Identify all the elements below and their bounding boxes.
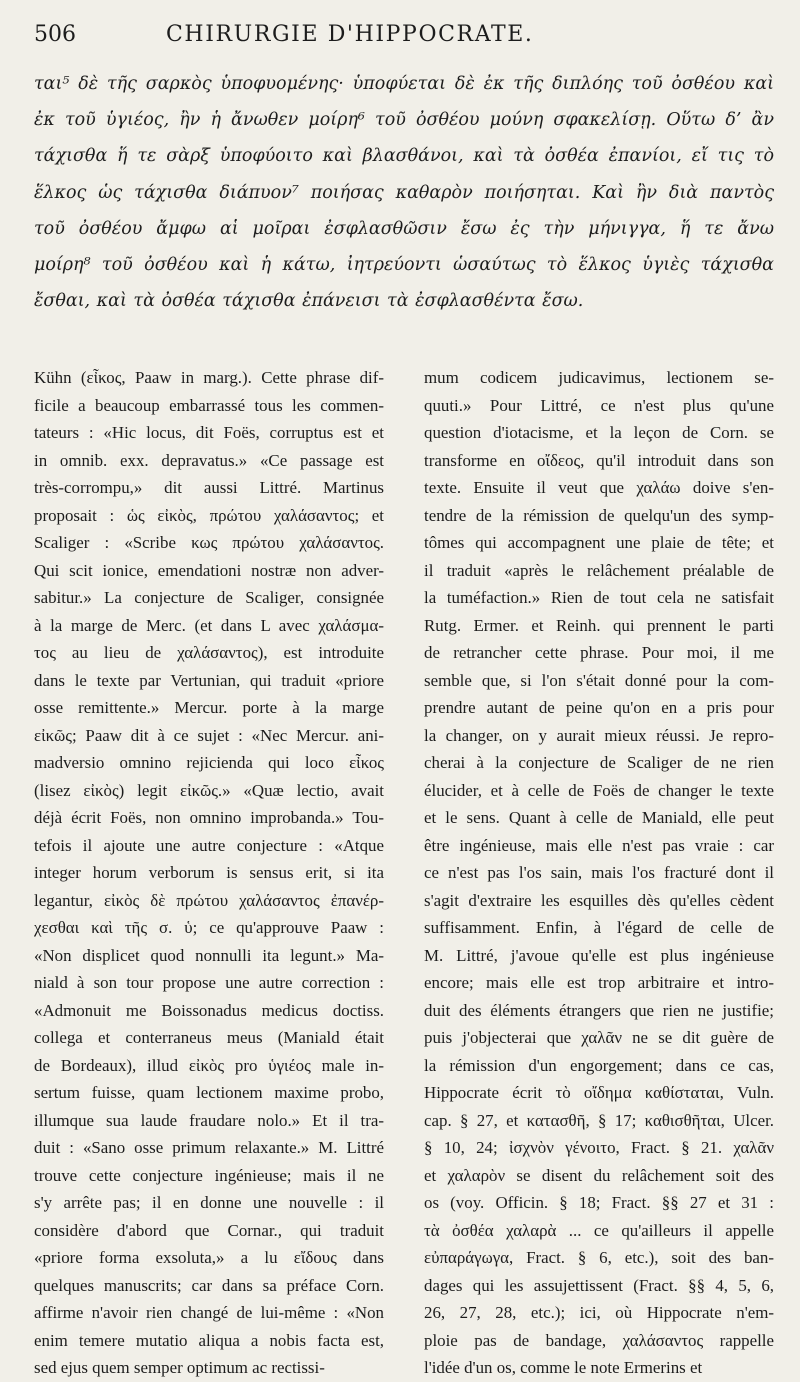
right-column-line: quuti.» Pour Littré, ce n'est plus qu'une <box>424 395 774 415</box>
right-column-line: ce n'est pas l'os sain, mais l'os fracturé dont il <box>424 863 774 882</box>
right-column-line: l'idée d'un os, comme le note Ermerins et <box>424 1358 703 1377</box>
running-title: CHIRURGIE D'HIPPOCRATE. <box>166 22 534 47</box>
right-column-line: Hippocrate écrit τὸ οἴδημα καθίσταται, Vuln. <box>424 1083 774 1102</box>
left-column <box>34 364 384 1382</box>
right-column-line: de retrancher cette phrase. Pour moi, il me <box>424 643 774 662</box>
greek-text-line: τάχισθα ἥ τε σὰρξ ὑποφύοιτο καὶ βλασθάνοι, καὶ τὰ ὀσθέα ἐπανίοι, εἴ τις τὸ <box>34 146 774 167</box>
left-column-line: très-corrompu,» dit aussi Littré. Martinus <box>34 478 384 497</box>
left-column-line: sed ejus quem semper optimum ac rectissi- <box>34 1358 325 1377</box>
right-column-line: tendre de la rémission de quelqu'un des symp- <box>424 505 774 525</box>
left-column-line: madversio omnino rejicienda qui loco εἶκος <box>34 753 384 772</box>
left-column-line: Scaliger : «Scribe κως πρώτου χαλάσαντος. <box>34 533 384 552</box>
left-column-line: s'y arrête pas; il en donne une nouvelle : il <box>34 1193 384 1212</box>
left-column-line: déjà écrit Foës, non omnino improbanda.» Tou- <box>34 808 384 827</box>
left-column-line: Kühn (εἶκος, Paaw in marg.). Cette phrase dif- <box>34 368 384 387</box>
greek-text-block <box>34 66 774 319</box>
left-column-line: niald à son tour propose une autre correction : <box>34 973 384 992</box>
left-column-line: χεσθαι καὶ τῆς σ. ὑ; ce qu'approuve Paaw : <box>34 918 384 937</box>
left-column-line: sertum fuisse, quam lectionem maxime probo, <box>34 1083 384 1102</box>
right-column-line: mum codicem judicavimus, lectionem se- <box>424 368 774 387</box>
left-column-line: enim temere mutatio aliqua a nobis facta est, <box>34 1330 384 1350</box>
left-column-line: duit : «Sano osse primum relaxante.» M. Littré <box>34 1138 384 1157</box>
right-column-line: εὐπαράγωγα, Fract. § 6, etc.), soit des ban- <box>424 1248 774 1267</box>
left-column-line: «priore forma exsoluta,» a lu εἴδους dans <box>34 1248 384 1267</box>
left-column-line: «Non displicet quod nonnulli ita legunt.» Ma- <box>34 945 384 965</box>
left-column-line: (lisez εἰκὸς) legit εἰκῶς.» «Quæ lectio, avait <box>34 780 384 800</box>
greek-text-line: ἔσθαι, καὶ τὰ ὀσθέα τάχισθα ἐπάνεισι τὰ ἐσφλασθέντα ἔσω. <box>34 291 584 312</box>
left-column-line: quelques manuscrits; car dans sa préface Corn. <box>34 1275 384 1295</box>
left-column-line: tateurs : «Hic locus, dit Foës, corruptus est et <box>34 423 384 442</box>
right-column-line: ploie pas de bandage, χαλάσαντος rappelle <box>424 1330 774 1350</box>
left-column-line: osse remittente.» Mercur. porte à la marge <box>34 698 384 717</box>
left-column-line: «Admonuit me Boissonadus medicus doctiss. <box>34 1000 384 1020</box>
greek-text-line: ἐκ τοῦ ὑγιέος, ἢν ἡ ἄνωθεν μοίρη⁶ τοῦ ὀσθέου μούνη σφακελίσῃ. Οὕτω δ’ ἂν <box>34 110 774 131</box>
right-column-line: semble que, si l'on s'était donné pour la com- <box>424 670 774 690</box>
left-column-line: considère d'abord que Cornar., qui traduit <box>34 1220 384 1240</box>
right-column-line: la changer, on y aurait mieux réussi. Je repro- <box>424 725 774 745</box>
greek-text-line: ἕλκος ὡς τάχισθα διάπυον⁷ ποιήσας καθαρὸν ποιήσηται. Καὶ ἢν διὰ παντὸς <box>34 182 774 203</box>
left-column-line: sabitur.» La conjecture de Scaliger, consignée <box>34 588 384 607</box>
left-column-line: trouve cette conjecture ingénieuse; mais il ne <box>34 1165 384 1185</box>
right-column-line: suffisamment. Enfin, à l'égard de celle de <box>424 918 774 937</box>
right-column-line: s'agit d'extraire les esquilles dès qu'elles cèdent <box>424 890 774 910</box>
left-column-line: à la marge de Merc. (et dans L avec χαλάσμα- <box>34 615 384 635</box>
right-column-line: texte. Ensuite il veut que χαλάω doive s'en- <box>424 478 774 497</box>
page-header <box>34 22 774 66</box>
left-column-line: affirme n'avoir rien changé de lui-même : «Non <box>34 1303 384 1322</box>
right-column-line: duit des éléments étrangers que rien ne justifie; <box>424 1000 774 1020</box>
greek-text-line: μοίρη⁸ τοῦ ὀσθέου καὶ ἡ κάτω, ἰητρεύοντι ὡσαύτως τὸ ἕλκος ὑγιὲς τάχισθα <box>34 255 774 276</box>
right-column-line: élucider, et à celle de Foës de changer le texte <box>424 780 774 800</box>
right-column <box>424 364 774 1382</box>
left-column-line: illumque sua laude fraudare nolo.» Et il tra- <box>34 1110 384 1130</box>
left-column-line: ficile a beaucoup embarrassé tous les commen- <box>34 395 384 415</box>
right-column-line: transforme en οἴδεος, qu'il introduit dans son <box>424 450 774 470</box>
left-column-line: de Bordeaux), illud εἰκὸς pro ὑγιέος male in- <box>34 1055 384 1075</box>
commentary-columns <box>34 364 774 1382</box>
left-column-line: legantur, εἰκὸς δὲ πρώτου χαλάσαντος ἐπανέρ- <box>34 890 384 910</box>
greek-text-line: ται⁵ δὲ τῆς σαρκὸς ὑποφυομένης· ὑποφύεται δὲ ἐκ τῆς διπλόης τοῦ ὀσθέου καὶ <box>34 74 774 94</box>
right-column-line: Rutg. Ermer. et Reinh. qui prennent le parti <box>424 615 774 635</box>
right-column-line: cap. § 27, et κατασθῆ, § 17; καθισθῆται, Ulcer. <box>424 1110 774 1130</box>
right-column-line: et le sens. Quant à celle de Maniald, elle peut <box>424 808 774 827</box>
right-column-line: question d'iotacisme, et la leçon de Corn. se <box>424 423 774 442</box>
left-column-line: εἰκῶς; Paaw dit à ce sujet : «Nec Mercur. ani- <box>34 725 384 745</box>
right-column-line: § 10, 24; ἰσχνὸν γένοιτο, Fract. § 21. χαλᾶν <box>424 1138 774 1157</box>
right-column-line: cherai à la conjecture de Scaliger de ne rien <box>424 753 774 772</box>
right-column-line: tômes qui accompagnent une plaie de tête; et <box>424 533 774 552</box>
right-column-line: M. Littré, j'avoue qu'elle est plus ingénieuse <box>424 945 774 965</box>
right-column-line: prendre autant de peine qu'on en a pris pour <box>424 698 774 717</box>
left-column-line: integer horum verborum is sensus erit, si ita <box>34 863 384 882</box>
right-column-line: la tuméfaction.» Rien de tout cela ne satisfait <box>424 588 774 607</box>
right-column-line: puis j'objecterai que χαλᾶν ne se dit guère de <box>424 1028 774 1047</box>
left-column-line: τος au lieu de χαλάσαντος), est introduite <box>34 643 384 662</box>
right-column-line: 26, 27, 28, etc.); ici, où Hippocrate n'em- <box>424 1303 774 1322</box>
left-column-line: collega et conterraneus meus (Maniald était <box>34 1028 384 1047</box>
left-column-line: Qui scit ionice, emendationi nostræ non adver- <box>34 560 384 580</box>
left-column-line: dans le texte par Vertunian, qui traduit «priore <box>34 670 384 690</box>
left-column-line: proposait : ὡς εἰκὸς, πρώτου χαλάσαντος; et <box>34 505 384 525</box>
right-column-line: être ingénieuse, mais elle n'est pas vraie : car <box>424 835 774 855</box>
right-column-line: os (voy. Officin. § 18; Fract. §§ 27 et 31 : <box>424 1193 774 1212</box>
right-column-line: la rémission d'un engorgement; dans ce cas, <box>424 1055 774 1075</box>
right-column-line: il traduit «après le relâchement préalable de <box>424 560 774 580</box>
right-column-line: τὰ ὀσθέα χαλαρὰ ... ce qu'ailleurs il appelle <box>424 1220 774 1240</box>
right-column-line: dages qui les assujettissent (Fract. §§ 4, 5, 6, <box>424 1275 774 1295</box>
right-column-line: et χαλαρὸν se disent du relâchement soit des <box>424 1165 774 1185</box>
greek-text-line: τοῦ ὀσθέου ἄμφω αἱ μοῖραι ἐσφλασθῶσιν ἔσω ἐς τὴν μήνιγγα, ἥ τε ἄνω <box>34 218 774 239</box>
page-number: 506 <box>34 22 76 47</box>
right-column-line: encore; mais elle est trop arbitraire et intro- <box>424 973 774 992</box>
left-column-line: tefois il ajoute une autre conjecture : «Atque <box>34 835 384 855</box>
left-column-line: in omnib. exx. depravatus.» «Ce passage est <box>34 450 384 470</box>
